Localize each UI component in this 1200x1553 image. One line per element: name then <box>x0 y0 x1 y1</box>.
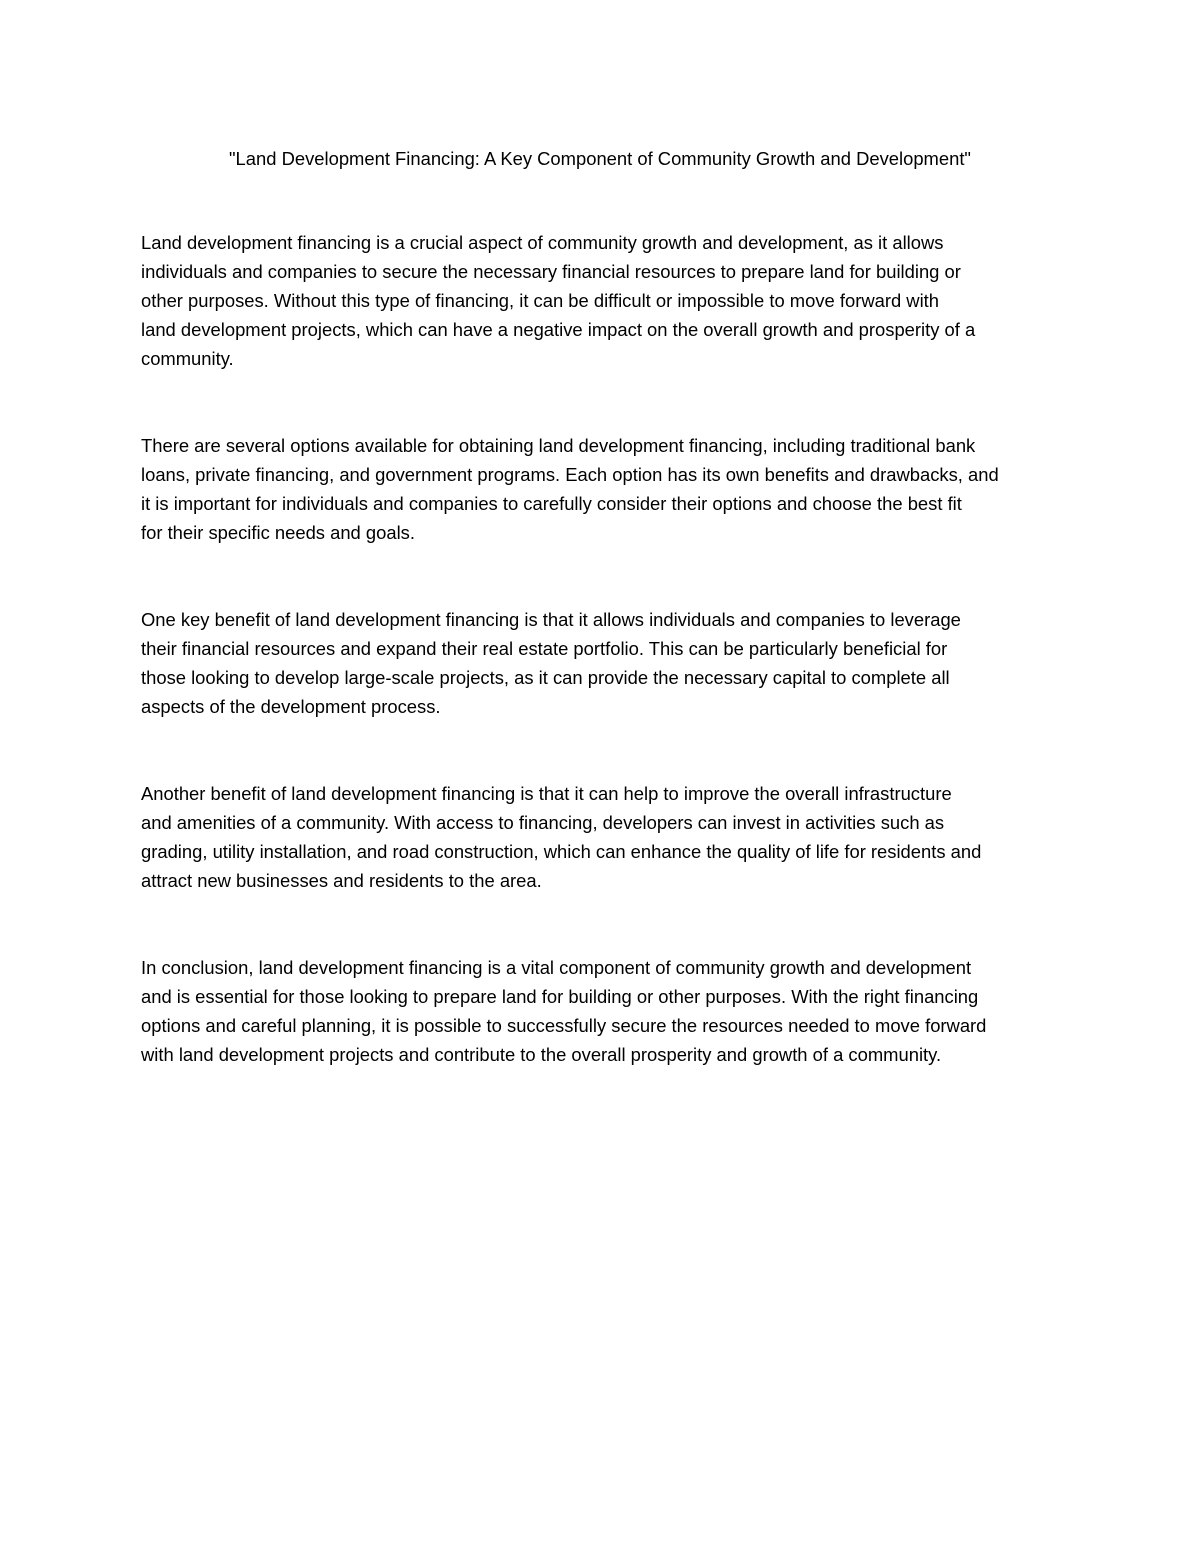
paragraph-line: their financial resources and expand their real estate portfolio. This can be particularly beneficial for <box>141 638 948 659</box>
paragraph-line: other purposes. Without this type of financing, it can be difficult or impossible to move forward with <box>141 290 939 311</box>
paragraph-line: attract new businesses and residents to the area. <box>141 870 542 891</box>
paragraph-line: In conclusion, land development financing is a vital component of community growth and development <box>141 957 972 978</box>
paragraph-line: and amenities of a community. With access to financing, developers can invest in activities such as <box>141 812 945 833</box>
paragraph-1 <box>141 228 1061 373</box>
paragraph-line: community. <box>141 348 234 369</box>
paragraph-line: land development projects, which can have a negative impact on the overall growth and prosperity of a <box>141 319 976 340</box>
paragraph-line: it is important for individuals and companies to carefully consider their options and choose the best fit <box>141 493 962 514</box>
paragraph-line: aspects of the development process. <box>141 696 441 717</box>
document-body <box>141 228 1061 1127</box>
paragraph-line: those looking to develop large-scale projects, as it can provide the necessary capital to complete all <box>141 667 950 688</box>
paragraph-line: loans, private financing, and government programs. Each option has its own benefits and drawbacks, and <box>141 464 999 485</box>
document-title: "Land Development Financing: A Key Component of Community Growth and Development" <box>229 148 971 169</box>
paragraph-3 <box>141 605 1061 721</box>
paragraph-line: One key benefit of land development financing is that it allows individuals and companies to leverage <box>141 609 961 630</box>
paragraph-line: Another benefit of land development financing is that it can help to improve the overall infrastructure <box>141 783 952 804</box>
paragraph-line: with land development projects and contribute to the overall prosperity and growth of a community. <box>141 1044 942 1065</box>
paragraph-line: grading, utility installation, and road construction, which can enhance the quality of life for residents and <box>141 841 982 862</box>
paragraph-line: for their specific needs and goals. <box>141 522 415 543</box>
paragraph-line: Land development financing is a crucial aspect of community growth and development, as it allows <box>141 232 944 253</box>
paragraph-2 <box>141 431 1061 547</box>
paragraph-line: individuals and companies to secure the necessary financial resources to prepare land for building or <box>141 261 961 282</box>
paragraph-line: options and careful planning, it is possible to successfully secure the resources needed to move forward <box>141 1015 987 1036</box>
paragraph-line: There are several options available for obtaining land development financing, including traditional bank <box>141 435 976 456</box>
paragraph-line: and is essential for those looking to prepare land for building or other purposes. With the right financing <box>141 986 979 1007</box>
paragraph-5 <box>141 953 1061 1069</box>
paragraph-4 <box>141 779 1061 895</box>
